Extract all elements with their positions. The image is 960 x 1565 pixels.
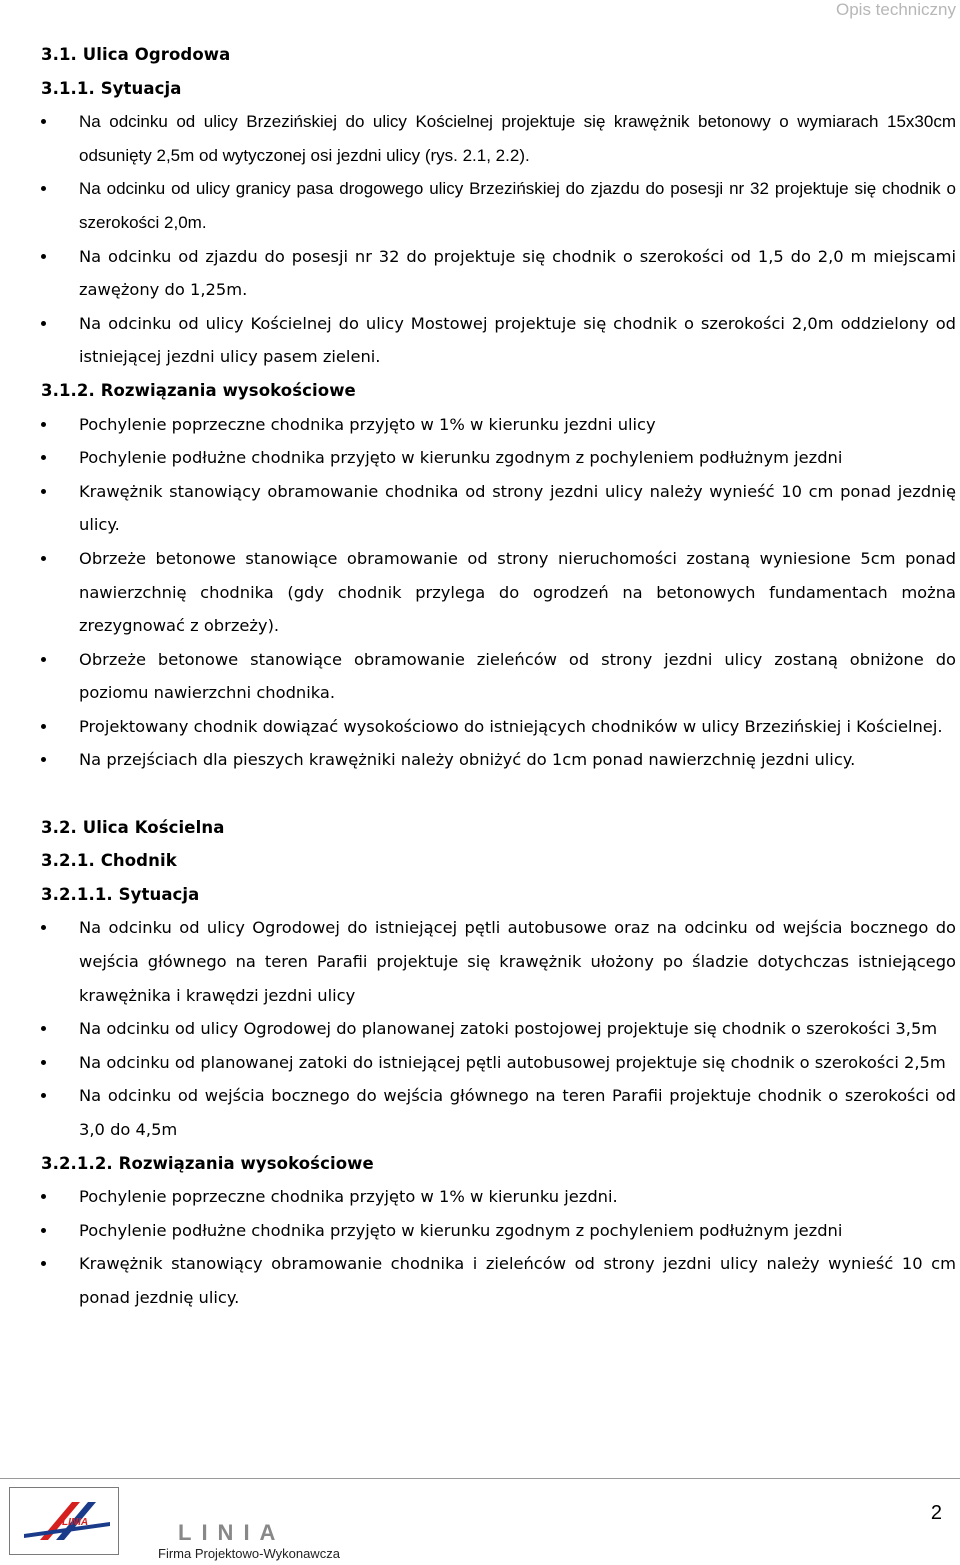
list-item-text: Na przejściach dla pieszych krawężniki należy obniżyć do 1cm ponad nawierzchnię jezdni ulicy. [79,750,856,770]
bullet-icon [41,1261,46,1266]
bullet-icon [41,1093,46,1098]
list-item [41,441,956,475]
bullet-icon [41,657,46,662]
list-item [41,1247,956,1314]
bullet-list [41,911,956,1146]
bullet-list [41,408,956,778]
bullet-icon [41,422,46,427]
list-item-text: Krawężnik stanowiący obramowanie chodnika i zieleńców od strony jezdni ulicy należy wynieść 10 cm ponad jezdnię ulicy. [79,1254,956,1307]
section-heading: 3.1. Ulica Ogrodowa [41,45,231,64]
list-item [41,1079,956,1146]
list-item-text: Pochylenie podłużne chodnika przyjęto w kierunku zgodnym z pochyleniem podłużnym jezdni [79,448,843,468]
bullet-icon [41,1228,46,1233]
page-number: 2 [930,1502,942,1524]
list-item-text: Na odcinku od ulicy Kościelnej do ulicy Mostowej projektuje się chodnik o szerokości 2,0m oddzielony od istniejącej jezdni ulicy pasem zieleni. [79,313,956,367]
bullet-icon [41,186,46,191]
bullet-icon [41,119,46,124]
bullet-icon [41,1194,46,1199]
list-item [41,1180,956,1214]
list-item [41,1046,956,1080]
list-item-text: Pochylenie poprzeczne chodnika przyjęto w 1% w kierunku jezdni. [79,1187,618,1207]
list-item-text: Na odcinku od planowanej zatoki do istniejącej pętli autobusowej projektuje się chodnik o szerokości 2,5m [79,1052,946,1072]
footer-divider [0,1478,960,1479]
list-item [41,743,956,777]
section-heading: 3.2.1.1. Sytuacja [41,884,200,904]
list-item [41,172,956,239]
list-item [41,240,956,307]
list-item [41,408,956,442]
section-heading: 3.2.1.2. Rozwiązania wysokościowe [41,1153,374,1173]
bullet-icon [41,556,46,561]
list-item-text: Krawężnik stanowiący obramowanie chodnika od strony jezdni ulicy należy wynieść 10 cm ponad jezdnię ulicy. [79,481,956,535]
list-item-text: Obrzeże betonowe stanowiące obramowanie zieleńców od strony jezdni ulicy zostaną obniżone do poziomu nawierzchni chodnika. [79,649,956,703]
document-body [41,38,956,1315]
list-item-text: Na odcinku od zjazdu do posesji nr 32 do projektuje się chodnik o szerokości od 1,5 do 2,0 m miejscami zawężony do 1,25m. [79,246,956,300]
list-item [41,1012,956,1046]
logo-mark-graphic [10,1488,118,1554]
list-item-text: Na odcinku od ulicy Ogrodowej do istniejącej pętli autobusowe oraz na odcinku od wejścia bocznego do wejścia głównego na teren Parafii projektuje się krawężnik ułożony po śladzie dotychczas istniejącego krawężnika i krawędzi jezdni ulicy [79,918,956,1005]
list-item-text: Na odcinku od ulicy Ogrodowej do planowanej zatoki postojowej projektuje się chodnik o szerokości 3,5m [79,1019,938,1039]
bullet-list [41,1180,956,1314]
company-brand-logo [178,1520,338,1544]
list-item [41,542,956,643]
bullet-icon [41,321,46,326]
company-name: Firma Projektowo-Wykonawcza [158,1546,340,1561]
logo-brand-text: LINIA [178,1520,286,1544]
list-item [41,911,956,1012]
bullet-list [41,240,956,374]
list-item-text: Projektowany chodnik dowiązać wysokościowo do istniejących chodników w ulicy Brzezińskiej i Kościelnej. [79,716,943,736]
list-item-text: Na odcinku od ulicy granicy pasa drogowego ulicy Brzezińskiej do zjazdu do posesji nr 32 projektuje się chodnik o szerokości 2,0m. [79,179,956,232]
bullet-icon [41,757,46,762]
section-spacer [41,777,956,811]
section-heading: 3.2. Ulica Kościelna [41,817,225,837]
bullet-icon [41,455,46,460]
list-item-text: Pochylenie poprzeczne chodnika przyjęto w 1% w kierunku jezdni ulicy [79,414,656,434]
document-header-label: Opis techniczny [836,0,956,19]
bullet-icon [41,254,46,259]
list-item [41,105,956,172]
section-heading: 3.2.1. Chodnik [41,851,177,871]
list-item [41,475,956,542]
section-heading: 3.1.1. Sytuacja [41,78,182,98]
list-item [41,1214,956,1248]
list-item-text: Na odcinku od wejścia bocznego do wejścia głównego na teren Parafii projektuje chodnik o szerokości od 3,0 do 4,5m [79,1086,956,1139]
bullet-icon [41,489,46,494]
list-item-text: Pochylenie podłużne chodnika przyjęto w kierunku zgodnym z pochyleniem podłużnym jezdni [79,1220,843,1240]
company-logo-mark [9,1487,119,1555]
list-item [41,307,956,374]
list-item [41,643,956,710]
bullet-icon [41,1060,46,1065]
list-item-text: Na odcinku od ulicy Brzezińskiej do ulicy Kościelnej projektuje się krawężnik betonowy o wymiarach 15x30cm odsunięty 2,5m od wytyczonej osi jezdni ulicy (rys. 2.1, 2.2). [79,112,956,165]
bullet-list [41,105,956,239]
bullet-icon [41,1026,46,1031]
bullet-icon [41,925,46,930]
logo-mark-text: LINIA [62,1517,89,1528]
bullet-icon [41,724,46,729]
list-item-text: Obrzeże betonowe stanowiące obramowanie od strony nieruchomości zostaną wyniesione 5cm ponad nawierzchnię chodnika (gdy chodnik przylega do ogrodzeń na betonowych fundamentach można zrezygnować z obrzeży). [79,548,956,636]
list-item [41,710,956,744]
section-heading: 3.1.2. Rozwiązania wysokościowe [41,380,356,400]
